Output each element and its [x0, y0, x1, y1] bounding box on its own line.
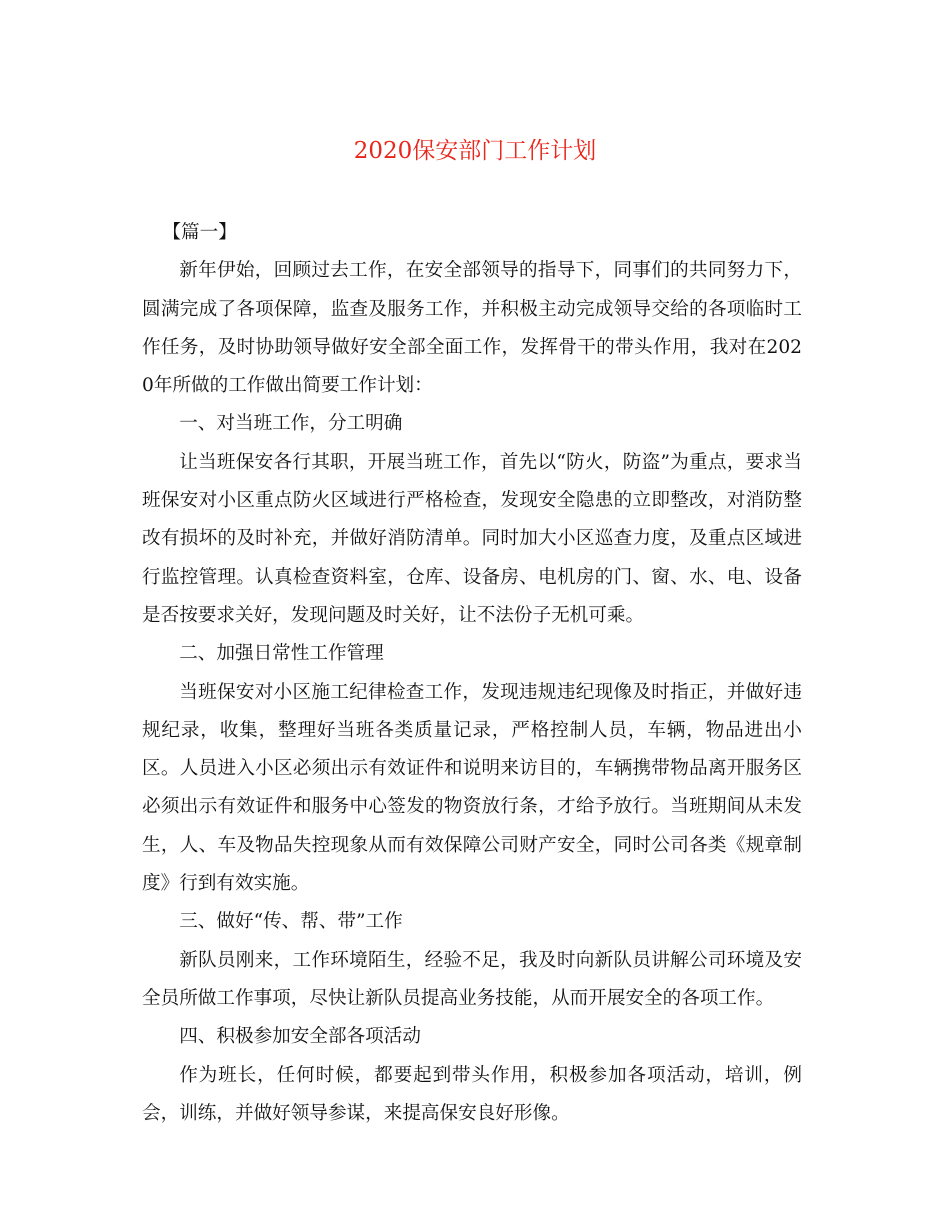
paragraph-intro: 新年伊始，回顾过去工作，在安全部领导的指导下，同事们的共同努力下，圆满完成了各项保障，监查及服务工作，并积极主动完成领导交给的各项临时工作任务，及时协助领导做好安全部全面工作，发挥骨干的带头作用，我对在2020年所做的工作做出简要工作计划： — [142, 260, 802, 397]
section-label: 【篇一】 — [162, 222, 237, 243]
paragraph-2: 当班保安对小区施工纪律检查工作，发现违规违纪现像及时指正，并做好违规纪录，收集，整理好当班各类质量记录，严格控制人员，车辆，物品进出小区。人员进入小区必须出示有效证件和说明来访目的，车辆携带物品离开服务区必须出示有效证件和服务中心签发的物资放行条，才给予放行。当班期间从未发生，人、车及物品失控现象从而有效保障公司财产安全，同时公司各类《规章制度》行到有效实施。 — [142, 681, 802, 895]
paragraph-4: 作为班长，任何时候，都要起到带头作用，积极参加各项活动，培训，例会，训练，并做好领导参谋，来提高保安良好形像。 — [142, 1064, 802, 1124]
document-body — [142, 214, 802, 1133]
document-title: 2020保安部门工作计划 — [353, 138, 597, 164]
paragraph-1: 让当班保安各行其职，开展当班工作，首先以“防火，防盗”为重点，要求当班保安对小区重点防火区域进行严格检查，发现安全隐患的立即整改，对消防整改有损坏的及时补充，并做好消防清单。同时加大小区巡查力度，及重点区域进行监控管理。认真检查资料室，仓库、设备房、电机房的门、窗、水、电、设备是否按要求关好，发现问题及时关好，让不法份子无机可乘。 — [142, 451, 802, 626]
section-heading-3: 三、做好“传、帮、带”工作 — [179, 911, 403, 933]
paragraph-3: 新队员刚来，工作环境陌生，经验不足，我及时向新队员讲解公司环境及安全员所做工作事项，尽快让新队员提高业务技能，从而开展安全的各项工作。 — [142, 949, 802, 1009]
section-heading-2: 二、加强日常性工作管理 — [179, 643, 384, 665]
section-heading-4: 四、积极参加安全部各项活动 — [179, 1026, 421, 1048]
section-heading-1: 一、对当班工作，分工明确 — [179, 413, 403, 435]
